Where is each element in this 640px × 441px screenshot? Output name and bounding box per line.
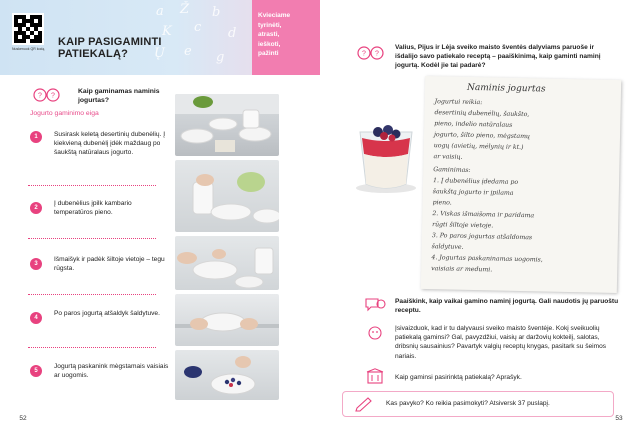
page-number: 52 xyxy=(19,415,27,422)
recipe-line: šaldytuve. xyxy=(431,243,464,251)
step-2-photo xyxy=(175,160,279,232)
recipe-card xyxy=(421,76,621,293)
recipe-line: pieno, indelio natūralaus xyxy=(434,120,513,129)
task-explain: Paaiškink, kaip vaikai gamino naminį jogurtą. Gali naudotis jų paruoštu receptu. xyxy=(395,298,619,315)
process-title: Jogurto gaminimo eiga xyxy=(30,110,99,117)
recipe-line: jogurto, šilto pieno, mėgstamų xyxy=(433,131,531,141)
svg-text:?: ? xyxy=(51,92,55,100)
svg-text:?: ? xyxy=(38,92,42,100)
recipe-line: 4. Jogurtas paskaninamas uogomis, xyxy=(431,254,543,264)
reflection-text: Kas pavyko? Ko reikia pasimokyti? Atsiversk 37 puslapį. xyxy=(386,400,550,407)
step-5 xyxy=(30,362,170,392)
step-2 xyxy=(30,199,170,223)
step-divider xyxy=(28,185,156,186)
building-icon xyxy=(364,368,386,384)
step-number: 3 xyxy=(30,258,42,270)
page-number: 53 xyxy=(615,415,623,422)
recipe-line: uogų (avietių, mėlynių ir kt.) xyxy=(433,142,524,152)
step-divider xyxy=(28,294,156,295)
step-4 xyxy=(30,309,170,333)
step-number: 2 xyxy=(30,202,42,214)
strip-item: Kvieciame xyxy=(258,12,291,19)
step-text: Susirask keletą desertinių dubenėlių. Į kiekvieną dubenėlį įdėk maždaug po šaukštą natūralaus jogurto. xyxy=(54,131,166,156)
strip-item: pažinti xyxy=(258,50,279,57)
recipe-line: Gaminimas: xyxy=(433,166,471,174)
recipe-line: šaukštą jogurto ir įpilama xyxy=(432,188,514,197)
step-text: Po paros jogurtą atšaldyk šaldytuve. xyxy=(54,310,160,317)
step-1 xyxy=(30,130,170,172)
left-question: Kaip gaminamas naminis jogurtas? xyxy=(78,88,160,104)
svg-text:?: ? xyxy=(362,50,366,58)
strip-item: ieškoti, xyxy=(258,40,281,48)
step-text: Į dubenėlius įpilk kambario temperatūros pieno. xyxy=(54,200,132,216)
page-title: KAIP PASIGAMINTI PATIEKALĄ? xyxy=(58,36,162,60)
recipe-line: ar vaisių. xyxy=(433,153,463,161)
step-divider xyxy=(28,347,156,348)
qr-label: Nuskenuok QR kodą xyxy=(12,47,45,51)
strip-item: atrasti, xyxy=(258,31,280,38)
task-describe: Kaip gaminsi pasirinktą patiekalą? Aprašyk. xyxy=(395,374,522,381)
recipe-line: vaisiais ar medumi. xyxy=(431,265,493,274)
step-5-photo xyxy=(175,350,279,400)
right-page xyxy=(320,0,640,441)
strip-item: tyrinėti, xyxy=(258,21,282,29)
step-3 xyxy=(30,255,170,279)
step-number: 5 xyxy=(30,365,42,377)
recipe-line: Jogurtui reikia: xyxy=(434,98,483,107)
step-divider xyxy=(28,238,156,239)
step-text: Išmaišyk ir padėk šiltoje vietoje – tegu rūgsta. xyxy=(54,256,165,272)
right-intro: Valius, Pijus ir Lėja sveiko maisto šventės dalyviams paruoše ir išdalijo savo patiekalo receptą – paaiškinimą, kaip gaminti naminį jogurtą. Kodėl jie tai padarė? xyxy=(395,44,601,70)
strip-text xyxy=(258,11,314,59)
recipe-line: 2. Viskas išmaišoma ir paridama xyxy=(432,210,535,220)
step-3-photo xyxy=(175,236,279,290)
speech-bubble-icon xyxy=(364,297,386,313)
step-4-photo xyxy=(175,294,279,346)
decorative-letters: a Ž b K c d Ų e g xyxy=(154,2,237,65)
step-text: Jogurtą paskanink mėgstamais vaisiais ar uogomis. xyxy=(54,363,169,379)
yogurt-parfait-photo xyxy=(340,104,432,196)
svg-text:?: ? xyxy=(375,50,379,58)
qr-code-icon[interactable] xyxy=(12,13,44,45)
pencil-hand-icon xyxy=(354,396,376,412)
recipe-line: pieno. xyxy=(432,199,452,207)
two-heads-question-icon xyxy=(356,44,378,60)
step-number: 4 xyxy=(30,312,42,324)
recipe-title: Naminis jogurtas xyxy=(466,82,546,95)
recipe-line: 3. Po paros jogurtas atšaldomas xyxy=(431,232,533,242)
task-imagine: Įsivaizduok, kad ir tu dalyvausi sveiko maisto šventėje. Kokį sveikuolių patiekalą gaminsi? Gal, pavyzdžiui, vaisių ar daržovių kokteilį, salotas, dribsnių sausainius? Pavartyk valgių receptų knygas, pasitark su šeimos nariais. xyxy=(395,325,607,360)
recipe-line: 1. Į dubenėlius įdedama po xyxy=(432,177,519,186)
step-1-photo xyxy=(175,94,279,156)
recipe-line: rūgti šiltoje vietoje. xyxy=(432,221,494,230)
step-number: 1 xyxy=(30,131,42,143)
two-heads-question-icon xyxy=(32,86,54,100)
recipe-line: desertinių dubenėlių, šaukšto, xyxy=(434,109,530,119)
thinking-face-icon xyxy=(364,325,386,341)
